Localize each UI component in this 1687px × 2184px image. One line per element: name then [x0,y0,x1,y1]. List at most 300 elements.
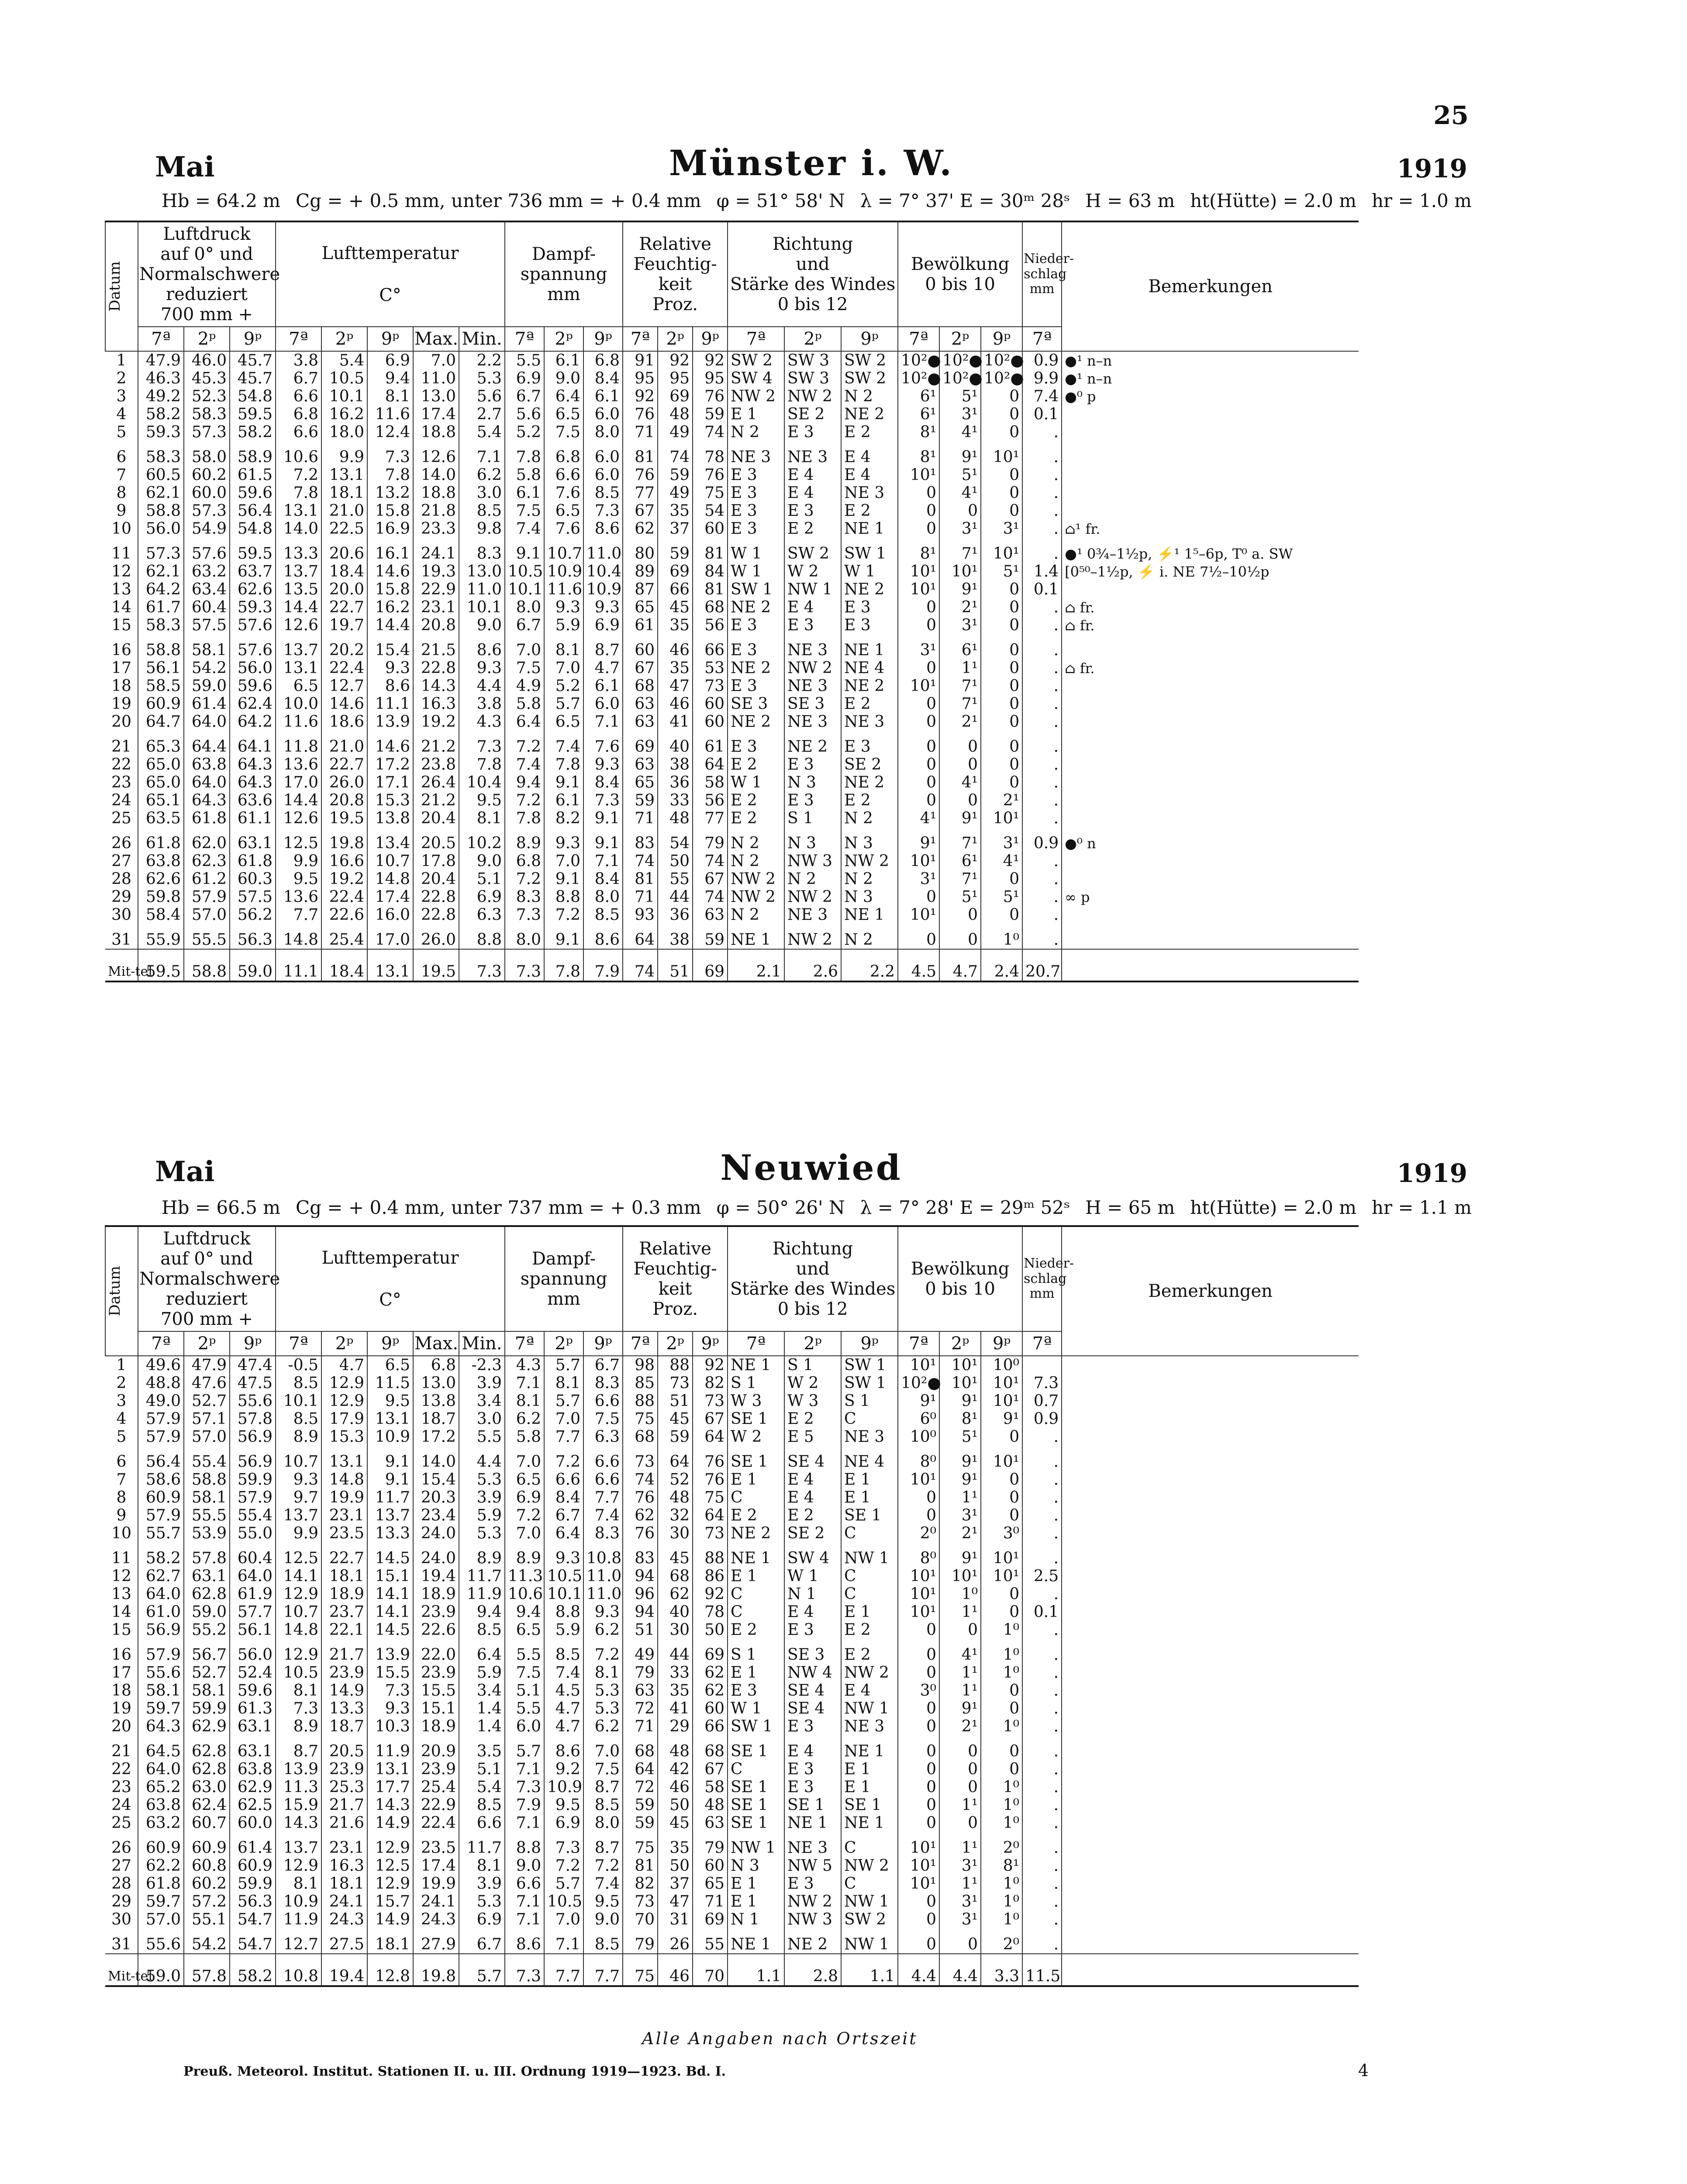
cell: 7.0 [505,634,544,659]
cell: SE 1 [841,1507,898,1524]
cell: 22 [111,1760,131,1778]
header-subcol-t9: 9ᵖ [981,327,1022,351]
cell: 18.9 [413,1717,459,1735]
cell: 10.6 [276,441,321,466]
cell: 9 [116,502,127,520]
header-niederschlag [1022,1226,1074,1331]
cell: N 1 [728,1911,784,1928]
cell: 10.0 [276,695,321,713]
cell: E 3 [784,423,841,441]
cell: 3¹ [981,827,1022,852]
cell: 8¹ [898,538,939,563]
cell: 2.8 [784,1954,841,1986]
cell: 8.8 [544,888,583,906]
cell: 64 [693,1507,728,1524]
cell [1062,1814,1359,1832]
cell: 14.1 [276,1567,321,1585]
cell: 61.0 [138,1603,184,1621]
cell: 19.5 [413,949,459,981]
cell: ⌂ fr. [1062,659,1359,677]
header-wind-line: Stärke des Windes [730,274,896,294]
cell: 5 [116,1428,127,1446]
cell: 2.6 [784,949,841,981]
cell: 12.7 [276,1928,321,1954]
cell: NE 3 [784,1832,841,1857]
cell: 2.1 [728,949,784,981]
cell: E 2 [784,1410,841,1428]
cell: . [1022,774,1062,791]
cell: 5.2 [544,677,583,695]
cell: 83 [623,827,658,852]
cell: 62 [693,1682,728,1700]
cell: 12.9 [276,1639,321,1664]
cell: 22.8 [413,659,459,677]
cell: 10.9 [367,1428,413,1446]
cell: 60 [693,1857,728,1875]
table-row [105,423,1359,441]
cell: 20 [111,713,131,731]
cell: 62.5 [230,1796,276,1814]
cell [1062,870,1359,888]
cell: 10.5 [544,1893,583,1911]
header-wind-line: 0 bis 12 [777,1299,848,1319]
cell: 56.0 [230,659,276,677]
table-row [105,351,1359,370]
cell: 1⁰ [981,1717,1022,1735]
cell: 5.3 [583,1700,623,1717]
cell: 10¹ [898,563,939,581]
cell: 10¹ [939,1374,981,1392]
cell: 21.7 [321,1796,367,1814]
cell: 6.3 [459,906,505,924]
cell: 10²● [939,370,981,387]
cell: 64.2 [138,581,184,598]
cell: N 2 [841,809,898,827]
cell: 5.3 [459,370,505,387]
cell: 8⁰ [898,1446,939,1471]
cell: 0 [981,405,1022,423]
cell: 23 [111,774,131,791]
cell: 0.1 [1022,405,1062,423]
cell: 4.9 [505,677,544,695]
cell [1062,731,1359,756]
cell: 3.9 [459,1875,505,1893]
cell: 11.0 [583,1567,623,1585]
table-row [105,441,1359,466]
cell: 7¹ [939,695,981,713]
cell: 19.4 [321,1954,367,1986]
cell: 52.3 [184,387,230,405]
cell: E 3 [728,466,784,484]
cell: 19.8 [321,827,367,852]
cell: 10.5 [505,563,544,581]
table-row [105,1700,1359,1717]
cell: 55.6 [138,1664,184,1682]
cell: 3¹ [939,405,981,423]
cell: . [1022,1664,1062,1682]
cell: 0.9 [1022,827,1062,852]
cell: 1¹ [939,1489,981,1507]
cell: 10¹ [981,1392,1022,1410]
cell: 10.1 [459,598,505,616]
cell: 6.9 [544,1814,583,1832]
cell: 5.6 [459,387,505,405]
cell: 6.0 [583,405,623,423]
cell: . [1022,441,1062,466]
cell: 13.1 [321,466,367,484]
cell: 13.0 [413,387,459,405]
cell: 64.3 [184,791,230,809]
cell: 23.1 [321,1507,367,1524]
cell: 72 [623,1778,658,1796]
cell: 22.4 [321,659,367,677]
cell: 1¹ [939,1682,981,1700]
cell: 15.1 [367,1567,413,1585]
table-row [105,1664,1359,1682]
cell: 75 [623,1832,658,1857]
cell: NE 4 [841,1446,898,1471]
cell: 0 [898,1814,939,1832]
cell: 3¹ [898,870,939,888]
cell: E 1 [841,1471,898,1489]
cell: 23.9 [413,1760,459,1778]
cell: 3.4 [459,1682,505,1700]
cell: 6.5 [544,502,583,520]
cell: SE 1 [784,1796,841,1814]
cell: E 3 [728,484,784,502]
cell: 6.3 [583,1428,623,1446]
cell: 1⁰ [981,1778,1022,1796]
cell: 14 [111,598,131,616]
header-bewoelkung-line: 0 bis 10 [925,1279,995,1299]
cell: 24.0 [413,1524,459,1542]
cell: 2.5 [1022,1567,1062,1585]
cell: 62.1 [138,484,184,502]
cell: 98 [623,1356,658,1374]
cell: 57.0 [184,1428,230,1446]
meta-item: Hb = 66.5 m [162,1197,281,1218]
cell: SE 1 [841,1796,898,1814]
station-month: Mai [155,151,215,183]
cell: E 3 [784,1778,841,1796]
cell: E 2 [728,1507,784,1524]
cell: 30 [658,1621,693,1639]
cell: 9.0 [583,1911,623,1928]
cell: 7¹ [939,538,981,563]
cell: 21.2 [413,791,459,809]
observation-table [105,1225,1359,1987]
header-lufttemperatur [276,221,505,327]
cell: -0.5 [276,1356,321,1374]
cell: 1.4 [1022,563,1062,581]
cell: 8.0 [583,1814,623,1832]
cell: 4.5 [544,1682,583,1700]
cell: 60.4 [184,598,230,616]
cell: 60.5 [138,466,184,484]
cell: 11.9 [276,1911,321,1928]
cell: 51 [658,1392,693,1410]
cell: 7.8 [276,484,321,502]
cell: 10¹ [898,1875,939,1893]
cell: 49.2 [138,387,184,405]
cell: 66 [658,581,693,598]
cell [1062,1735,1359,1760]
cell: 18 [111,1682,131,1700]
cell: ⌂ fr. [1062,616,1359,634]
cell: 10¹ [898,906,939,924]
cell: 57.3 [138,538,184,563]
cell: 2 [116,1374,127,1392]
cell: 59.5 [230,405,276,423]
cell: . [1022,1700,1062,1717]
cell: 7.0 [544,1410,583,1428]
cell: 8.1 [544,634,583,659]
cell: 0 [981,731,1022,756]
cell: 57.6 [230,616,276,634]
cell: 9.1 [544,870,583,888]
cell: 73 [693,677,728,695]
cell: 71 [693,1893,728,1911]
cell: 19.2 [413,713,459,731]
cell: 12.9 [367,1832,413,1857]
cell: 60 [693,695,728,713]
cell: 9.3 [583,1603,623,1621]
cell: 1⁰ [981,1911,1022,1928]
cell: 24.1 [321,1893,367,1911]
header-luftdruck-line: auf 0° und [160,1249,253,1269]
cell: 8.4 [544,1489,583,1507]
table-row [105,1507,1359,1524]
cell: 6.0 [583,466,623,484]
cell: 10¹ [898,852,939,870]
cell: 14.5 [367,1621,413,1639]
cell: 0 [981,581,1022,598]
cell: NE 3 [784,906,841,924]
cell: 23.9 [413,1603,459,1621]
meta-item: hr = 1.0 m [1371,190,1472,211]
cell: 22.5 [321,520,367,538]
header-niederschlag-line: schlag [1024,1271,1067,1286]
header-dampf-line: spannung [520,264,607,284]
cell: 6.5 [544,713,583,731]
cell: 18.9 [413,1585,459,1603]
cell: 0 [898,756,939,774]
cell: 9.5 [367,1392,413,1410]
cell: 2.4 [981,949,1022,981]
cell: 78 [693,1603,728,1621]
cell: 6.7 [459,1928,505,1954]
cell: 82 [693,1374,728,1392]
cell: ●¹ n–n [1062,351,1359,370]
cell: 10.9 [583,581,623,598]
cell: 20.0 [321,581,367,598]
cell: NE 3 [784,634,841,659]
cell: SE 1 [728,1778,784,1796]
cell: 18.1 [321,484,367,502]
cell: 0 [939,756,981,774]
header-subcol-t7: 7ª [505,327,544,351]
cell: 74 [623,949,658,981]
cell: 1⁰ [939,1585,981,1603]
cell: . [1022,484,1062,502]
cell: 5.9 [459,1664,505,1682]
cell: 6.1 [544,791,583,809]
cell: . [1022,870,1062,888]
cell: 22.0 [413,1639,459,1664]
cell [1062,1567,1359,1585]
cell: . [1022,1682,1062,1700]
cell: S 1 [784,809,841,827]
cell: 55.1 [184,1911,230,1928]
cell: 29 [111,888,131,906]
cell: 6.1 [505,484,544,502]
cell: 81 [623,870,658,888]
cell: 15 [111,1621,131,1639]
meta-item: φ = 50° 26' N [716,1197,845,1218]
cell: 64.1 [230,731,276,756]
header-subcol-t2: 2ᵖ [184,1331,230,1356]
cell: 13.0 [459,563,505,581]
cell: 7.1 [505,1374,544,1392]
cell: 3⁰ [981,1524,1022,1542]
cell: 10¹ [939,1567,981,1585]
cell: 26.4 [413,774,459,791]
cell: 57.0 [184,906,230,924]
cell: 65.1 [138,791,184,809]
cell: NE 1 [728,1356,784,1374]
cell: 57.9 [184,888,230,906]
cell: 9.1 [367,1471,413,1489]
cell: 8.6 [367,677,413,695]
cell: . [1022,924,1062,949]
header-dampf-line: Dampf- [531,1249,596,1269]
cell: 8.7 [583,634,623,659]
cell: 8.4 [583,774,623,791]
cell: 35 [658,659,693,677]
header-subcol-t9: 9ᵖ [693,1331,728,1356]
cell: 9¹ [898,827,939,852]
cell: 3¹ [981,520,1022,538]
table-row [105,1875,1359,1893]
cell: 64.0 [184,774,230,791]
cell: 8.2 [544,809,583,827]
cell: 8.3 [583,1524,623,1542]
cell: 0 [898,598,939,616]
cell: 59 [658,538,693,563]
table-row [105,1621,1359,1639]
cell: E 1 [728,1875,784,1893]
cell: 5.3 [459,1893,505,1911]
cell: 26 [658,1928,693,1954]
cell: 7.1 [505,1911,544,1928]
cell: 8.4 [583,870,623,888]
cell: 7.4 [583,1875,623,1893]
cell: 10.2 [459,827,505,852]
cell: 0 [939,1760,981,1778]
cell: 8¹ [939,1410,981,1428]
cell [1062,1760,1359,1778]
cell [1062,906,1359,924]
cell [1062,924,1359,949]
cell: N 2 [841,924,898,949]
cell: 76 [623,405,658,423]
cell: NE 3 [841,1428,898,1446]
cell: 3 [116,387,127,405]
cell: 0 [898,484,939,502]
cell [1062,1446,1359,1471]
cell: 14.9 [367,1911,413,1928]
cell: 73 [693,1524,728,1542]
cell: 2¹ [981,791,1022,809]
cell: 0 [898,888,939,906]
cell: 8.1 [276,1875,321,1893]
cell: . [1022,1585,1062,1603]
cell: NE 3 [728,441,784,466]
cell: 3⁰ [898,1682,939,1700]
table-row [105,1471,1359,1489]
cell: 19.9 [413,1875,459,1893]
cell: 94 [623,1567,658,1585]
cell: 0 [981,387,1022,405]
cell: 17.9 [321,1410,367,1428]
cell: 37 [658,520,693,538]
cell: NE 2 [728,598,784,616]
header-feucht-line: Proz. [652,294,698,314]
cell: 55.9 [138,924,184,949]
cell: 7.6 [583,731,623,756]
header-wind-line: Stärke des Windes [730,1279,896,1299]
cell: 16 [111,641,131,659]
cell: NW 3 [784,1911,841,1928]
header-subcol-t7: 7ª [276,1331,321,1356]
cell: 14.1 [367,1603,413,1621]
cell: 24.3 [413,1911,459,1928]
cell: 74 [658,441,693,466]
cell: 9.0 [505,1857,544,1875]
cell: 7.0 [544,852,583,870]
cell: 25 [111,809,131,827]
cell: 9.1 [544,774,583,791]
cell: 8.3 [505,888,544,906]
cell: 57.5 [184,616,230,634]
cell: 63 [623,756,658,774]
cell: 59 [623,791,658,809]
cell: 1.1 [728,1954,784,1986]
cell: 0 [898,520,939,538]
cell: ⌂ fr. [1062,598,1359,616]
cell: 6.0 [583,441,623,466]
cell [1062,581,1359,598]
cell: 9.1 [367,1446,413,1471]
cell: 62.6 [138,870,184,888]
cell: 95 [693,370,728,387]
cell: 21.6 [321,1814,367,1832]
header-luftdruck-line: Luftdruck [163,1229,251,1249]
cell: 57.9 [138,1639,184,1664]
cell [1062,1875,1359,1893]
cell: 0 [981,1585,1022,1603]
cell: 11.1 [367,695,413,713]
cell: 14.4 [276,791,321,809]
cell: 11.9 [459,1585,505,1603]
cell: E 1 [841,1489,898,1507]
cell: 6.0 [583,695,623,713]
cell: E 2 [841,502,898,520]
cell: 58.4 [138,906,184,924]
cell: 8.0 [505,924,544,949]
cell: 17.1 [367,774,413,791]
cell: N 2 [728,906,784,924]
